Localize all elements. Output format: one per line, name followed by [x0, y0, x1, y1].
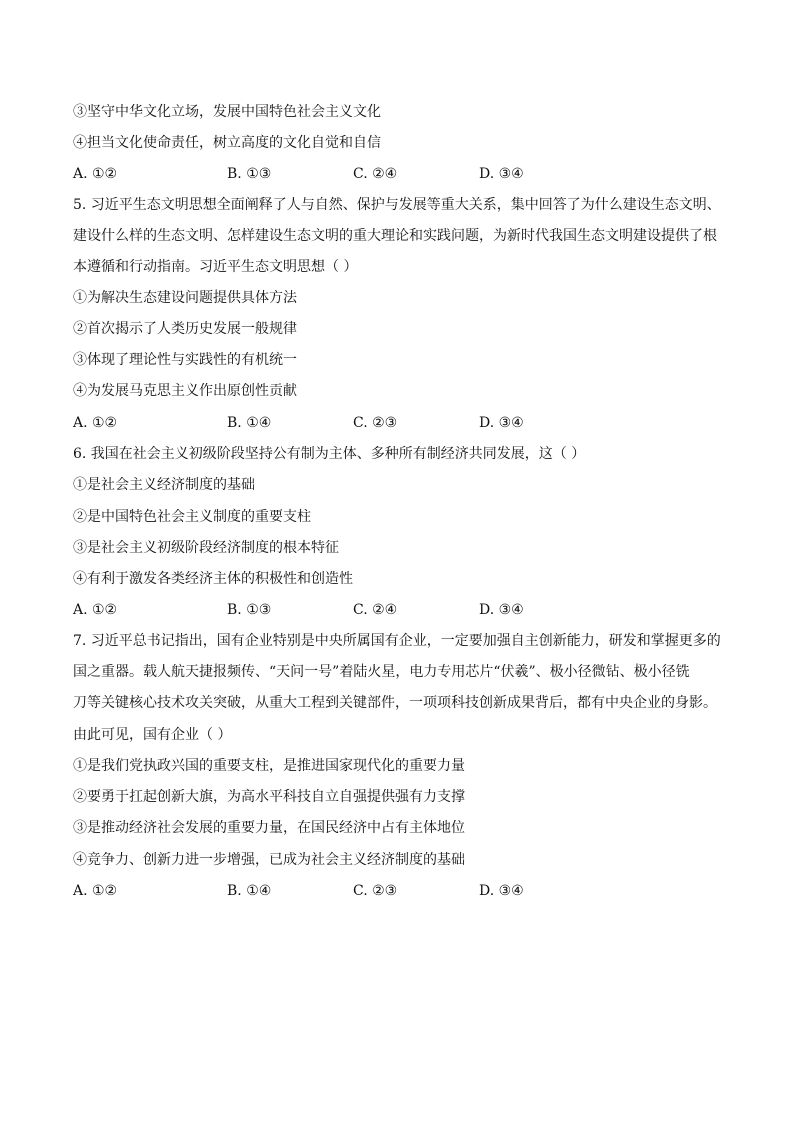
prev-options — [73, 164, 723, 184]
q5-item-2: ②首次揭示了人类历史发展一般规律 — [73, 321, 297, 337]
q5-option-a[interactable]: A. ①② — [73, 415, 118, 431]
q5-options — [73, 413, 723, 433]
q7-stem-line-2: 国之重器。载人航天捷报频传、“天问一号”着陆火星，电力专用芯片“伏羲”、极小径微钻、极小径铣 — [73, 664, 690, 680]
q5-option-d[interactable]: D. ③④ — [479, 415, 524, 431]
q7-stem-line-1: 7. 习近平总书记指出，国有企业特别是中央所属国有企业，一定要加强自主创新能力，研发和掌握更多的 — [73, 633, 721, 649]
q5-stem-line-3: 本遵循和行动指南。习近平生态文明思想（ ） — [73, 259, 358, 275]
q5-stem-line-2: 建设什么样的生态文明、怎样建设生态文明的重大理论和实践问题，为新时代我国生态文明建设提供了根 — [73, 228, 717, 244]
q7-option-b[interactable]: B. ①④ — [227, 883, 272, 899]
prev-option-c[interactable]: C. ②④ — [353, 166, 398, 182]
q6-item-1: ①是社会主义经济制度的基础 — [73, 477, 255, 493]
q7-options — [73, 881, 723, 901]
q6-item-2: ②是中国特色社会主义制度的重要支柱 — [73, 509, 311, 525]
q7-stem-line-3: 刀等关键核心技术攻关突破，从重大工程到关键部件，一项项科技创新成果背后，都有中央企业的身影。 — [73, 695, 717, 711]
q7-option-d[interactable]: D. ③④ — [479, 883, 524, 899]
q7-item-3: ③是推动经济社会发展的重要力量，在国民经济中占有主体地位 — [73, 820, 465, 836]
q5-option-c[interactable]: C. ②③ — [353, 415, 398, 431]
q7-stem-line-4: 由此可见，国有企业（ ） — [73, 727, 232, 743]
prev-option-d[interactable]: D. ③④ — [479, 166, 524, 182]
q7-item-4: ④竞争力、创新力进一步增强，已成为社会主义经济制度的基础 — [73, 852, 465, 868]
q7-option-a[interactable]: A. ①② — [73, 883, 118, 899]
q5-item-4: ④为发展马克思主义作出原创性贡献 — [73, 383, 297, 399]
prev-item-3: ③坚守中华文化立场，发展中国特色社会主义文化 — [73, 104, 381, 120]
prev-option-b[interactable]: B. ①③ — [227, 166, 272, 182]
q6-stem-line-1: 6. 我国在社会主义初级阶段坚持公有制为主体、多种所有制经济共同发展，这（ ） — [73, 446, 586, 462]
q6-options — [73, 600, 723, 620]
q5-item-3: ③体现了理论性与实践性的有机统一 — [73, 352, 297, 368]
q5-option-b[interactable]: B. ①④ — [227, 415, 272, 431]
prev-option-a[interactable]: A. ①② — [73, 166, 118, 182]
q6-item-4: ④有利于激发各类经济主体的积极性和创造性 — [73, 571, 353, 587]
prev-item-4: ④担当文化使命责任，树立高度的文化自觉和自信 — [73, 135, 381, 151]
q6-option-a[interactable]: A. ①② — [73, 602, 118, 618]
q7-item-2: ②要勇于扛起创新大旗，为高水平科技自立自强提供强有力支撑 — [73, 789, 465, 805]
q6-option-c[interactable]: C. ②④ — [353, 602, 398, 618]
q6-item-3: ③是社会主义初级阶段经济制度的根本特征 — [73, 540, 339, 556]
q6-option-d[interactable]: D. ③④ — [479, 602, 524, 618]
q5-stem-line-1: 5. 习近平生态文明思想全面阐释了人与自然、保护与发展等重大关系，集中回答了为什么建设生态文明、 — [73, 197, 721, 213]
q6-option-b[interactable]: B. ①③ — [227, 602, 272, 618]
q7-option-c[interactable]: C. ②③ — [353, 883, 398, 899]
q7-item-1: ①是我们党执政兴国的重要支柱，是推进国家现代化的重要力量 — [73, 758, 465, 774]
q5-item-1: ①为解决生态建设问题提供具体方法 — [73, 290, 297, 306]
